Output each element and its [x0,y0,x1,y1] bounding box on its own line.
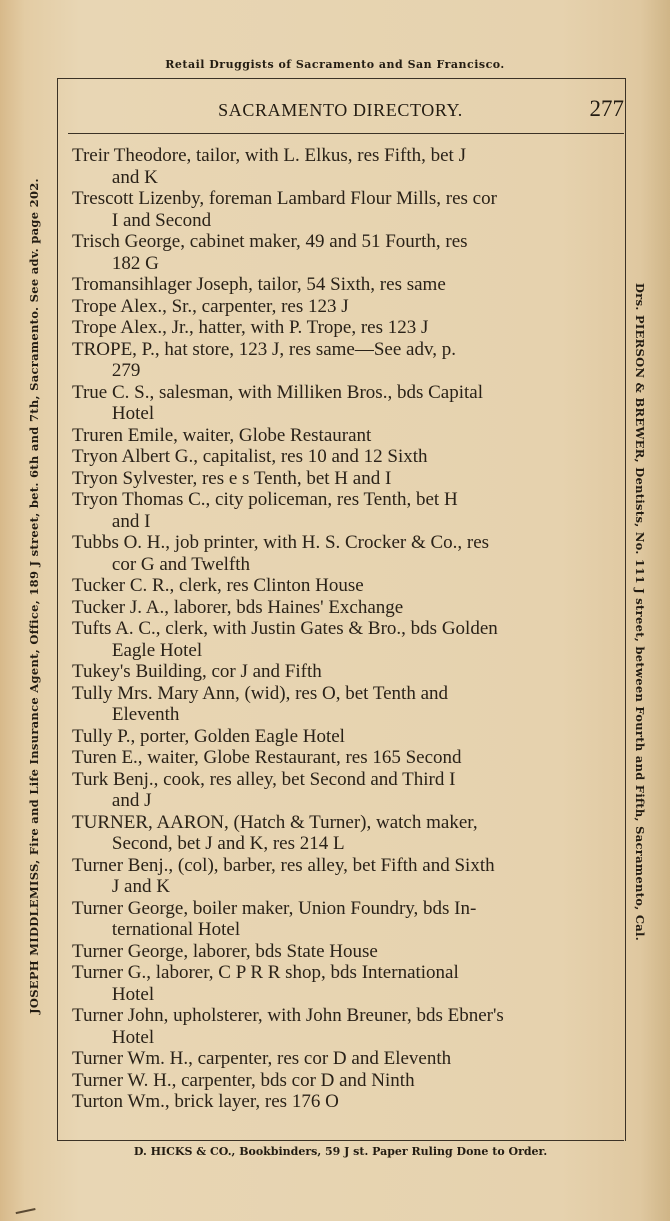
directory-entries [72,145,604,1113]
directory-entry [72,339,604,382]
directory-entry [72,317,604,339]
entry-line: Tromansihlager Joseph, tailor, 54 Sixth, res same [72,274,446,295]
entry-line: Tucker J. A., laborer, bds Haines' Exchange [72,596,404,618]
directory-entry [72,597,604,619]
entry-line: Turton Wm., brick layer, res 176 O [72,1091,339,1112]
directory-entry [72,468,604,490]
entry-line: Turner G., laborer, C P R R shop, bds International [72,962,459,983]
entry-line: Turner Wm. H., carpenter, res cor D and Eleventh [72,1048,452,1069]
entry-line: Trope Alex., Jr., hatter, with P. Trope, res 123 J [72,317,429,338]
directory-entry [72,425,604,447]
footer-rule [57,1140,624,1141]
entry-line: Trope Alex., Sr., carpenter, res 123 J [72,295,349,317]
header-rule [68,133,624,134]
directory-entry [72,812,604,855]
entry-continuation: and I [111,510,151,532]
entry-line: Truren Emile, waiter, Globe Restaurant [72,424,372,446]
entry-line: Turner W. H., carpenter, bds cor D and Ninth [72,1069,415,1091]
top-advertisement: Retail Druggists of Sacramento and San Francisco. [165,58,505,71]
entry-line: Turk Benj., cook, res alley, bet Second and Third I [72,768,456,790]
directory-entry [72,898,604,941]
entry-continuation: ternational Hotel [111,919,241,940]
directory-entry [72,296,604,318]
entry-continuation: and K [111,166,158,188]
directory-entry [72,231,604,274]
entry-line: Trisch George, cabinet maker, 49 and 51 Fourth, res [72,231,468,252]
directory-entry [72,683,604,726]
entry-continuation: Hotel [111,403,155,424]
directory-entry [72,618,604,661]
entry-continuation: Second, bet J and K, res 214 L [111,833,345,854]
directory-entry [72,769,604,812]
directory-entry [72,188,604,231]
directory-entry [72,1005,604,1048]
directory-entry [72,1070,604,1092]
directory-entry [72,747,604,769]
entry-line: Turner John, upholsterer, with John Breuner, bds Ebner's [72,1005,504,1026]
running-header [57,96,624,124]
entry-line: Tucker C. R., clerk, res Clinton House [72,575,364,596]
entry-line: Tubbs O. H., job printer, with H. S. Crocker & Co., res [72,532,490,553]
directory-entry [72,446,604,468]
entry-line: Tryon Albert G., capitalist, res 10 and 12 Sixth [72,446,428,467]
ink-mark [16,1208,37,1218]
directory-entry [72,661,604,683]
entry-continuation: 279 [111,360,141,381]
directory-entry [72,382,604,425]
directory-entry [72,941,604,963]
entry-line: TROPE, P., hat store, 123 J, res same—See adv, p. [72,338,456,360]
directory-entry [72,145,604,188]
entry-line: Turner George, boiler maker, Union Foundry, bds In- [72,897,477,919]
entry-line: TURNER, AARON, (Hatch & Turner), watch maker, [72,811,478,833]
page-number: 277 [589,96,624,121]
entry-line: Turner Benj., (col), barber, res alley, bet Fifth and Sixth [72,854,495,876]
left-margin-advertisement: JOSEPH MIDDLEMISS, Fire and Life Insurance Agent, Office, 189 J street, bet. 6th and 7th, Sacramento. See adv. page 202. [27,178,41,1014]
entry-continuation: Hotel [111,983,155,1005]
entry-line: Tryon Thomas C., city policeman, res Tenth, bet H [72,489,458,510]
entry-line: Tryon Sylvester, res e s Tenth, bet H and I [72,467,392,489]
directory-entry [72,575,604,597]
directory-entry [72,962,604,1005]
page-title: SACRAMENTO DIRECTORY. [218,100,463,120]
entry-continuation: cor G and Twelfth [111,553,251,575]
entry-line: Tukey's Building, cor J and Fifth [72,661,322,682]
directory-entry [72,1091,604,1113]
entry-continuation: 182 G [111,252,159,274]
entry-line: Turen E., waiter, Globe Restaurant, res 165 Second [72,747,462,768]
entry-line: Tully Mrs. Mary Ann, (wid), res O, bet Tenth and [72,682,449,704]
entry-line: Tully P., porter, Golden Eagle Hotel [72,725,345,747]
entry-line: True C. S., salesman, with Milliken Bros., bds Capital [72,381,483,403]
entry-line: Tufts A. C., clerk, with Justin Gates & Bro., bds Golden [72,618,498,639]
entry-continuation: I and Second [111,209,212,231]
entry-line: Turner George, laborer, bds State House [72,940,378,962]
directory-entry [72,855,604,898]
bottom-advertisement: D. HICKS & CO., Bookbinders, 59 J st. Paper Ruling Done to Order. [133,1145,548,1158]
entry-line: Trescott Lizenby, foreman Lambard Flour Mills, res cor [72,188,497,209]
entry-continuation: Eleventh [111,704,180,725]
entry-continuation: and J [111,790,152,811]
directory-entry [72,532,604,575]
right-margin-advertisement: Drs. PIERSON & BREWER, Dentists, No. 111 J street, between Fourth and Fifth, Sacramento, Cal. [633,282,647,942]
entry-continuation: Hotel [111,1026,155,1048]
directory-entry [72,726,604,748]
directory-entry [72,274,604,296]
directory-entry [72,489,604,532]
entry-continuation: J and K [111,876,170,897]
entry-line: Treir Theodore, tailor, with L. Elkus, res Fifth, bet J [72,145,466,166]
directory-entry [72,1048,604,1070]
entry-continuation: Eagle Hotel [111,639,203,661]
